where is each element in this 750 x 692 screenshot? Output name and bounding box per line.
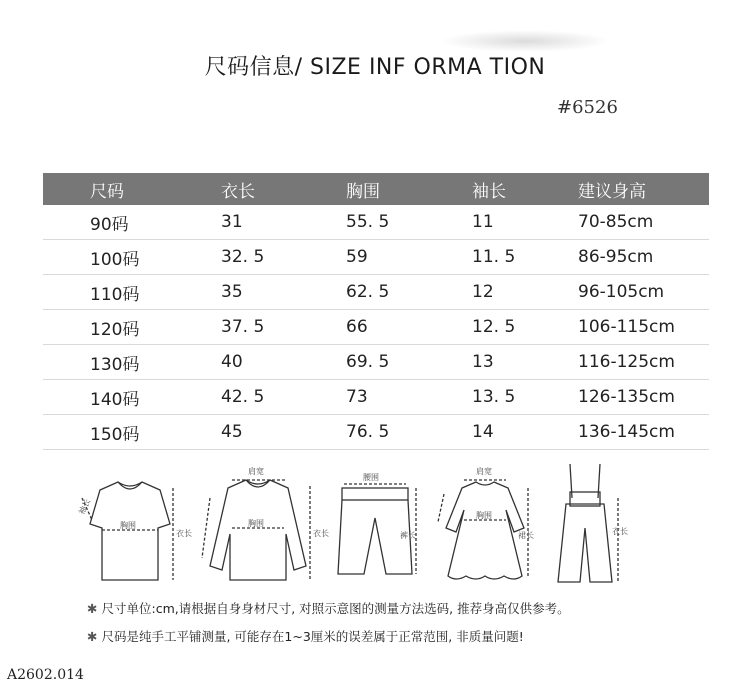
cell-chest: 76. 5: [346, 415, 472, 450]
cell-height: 86-95cm: [578, 240, 709, 275]
cell-length: 42. 5: [221, 380, 346, 415]
shoulder-label: 肩宽: [248, 467, 264, 476]
header-length: 衣长: [221, 173, 346, 205]
header-chest: 胸围: [346, 173, 472, 205]
cell-sleeve: 12. 5: [472, 310, 578, 345]
note-tolerance: [87, 627, 524, 645]
cell-size: 110码: [43, 275, 221, 310]
cell-sleeve: 12: [472, 275, 578, 310]
table-row: [43, 380, 709, 415]
cell-size: 120码: [43, 310, 221, 345]
cell-length: 35: [221, 275, 346, 310]
cell-height: 126-135cm: [578, 380, 709, 415]
asterisk-icon: ✱: [87, 629, 98, 644]
cell-size: 140码: [43, 380, 221, 415]
cell-sleeve: 11: [472, 205, 578, 240]
chest-label: 胸围: [120, 521, 136, 530]
tshirt-diagram: [76, 482, 192, 580]
cell-chest: 55. 5: [346, 205, 472, 240]
cell-height: 106-115cm: [578, 310, 709, 345]
page-title: 尺码信息/ SIZE INF ORMA TION: [204, 55, 546, 80]
table-row: [43, 205, 709, 240]
sku-code: A2602.014: [7, 667, 84, 683]
note-text: 尺寸单位:cm,请根据自身身材尺寸, 对照示意图的测量方法选码, 推荐身高仅供参考。: [101, 601, 570, 616]
watermark-smudge: [440, 30, 610, 52]
sleeve-label: 袖长: [77, 497, 93, 516]
pants-length-label: 裤长: [400, 531, 416, 540]
asterisk-icon: ✱: [87, 601, 98, 616]
cell-length: 40: [221, 345, 346, 380]
cell-chest: 69. 5: [346, 345, 472, 380]
shoulder-label: 肩宽: [476, 467, 492, 476]
length-label: 衣长: [313, 529, 329, 538]
header-sleeve: 袖长: [472, 173, 578, 205]
cell-height: 96-105cm: [578, 275, 709, 310]
waist-label: 腰围: [363, 473, 379, 482]
size-table: [43, 173, 709, 450]
overalls-diagram: [558, 464, 628, 582]
cell-chest: 66: [346, 310, 472, 345]
dress-diagram: [438, 466, 534, 579]
table-row: [43, 310, 709, 345]
cell-height: 70-85cm: [578, 205, 709, 240]
cell-length: 32. 5: [221, 240, 346, 275]
length-label: 衣长: [612, 527, 628, 536]
header-height: 建议身高: [578, 173, 709, 205]
size-table-header: [43, 173, 709, 205]
cell-height: 116-125cm: [578, 345, 709, 380]
cell-length: 31: [221, 205, 346, 240]
note-measurement: [87, 599, 570, 617]
cell-size: 130码: [43, 345, 221, 380]
cell-chest: 59: [346, 240, 472, 275]
header-size: 尺码: [43, 173, 221, 205]
cell-sleeve: 11. 5: [472, 240, 578, 275]
cell-height: 136-145cm: [578, 415, 709, 450]
note-text: 尺码是纯手工平铺测量, 可能存在1~3厘米的误差属于正常范围, 非质量问题!: [101, 629, 524, 644]
chest-label: 胸围: [476, 511, 492, 520]
table-row: [43, 275, 709, 310]
table-row: [43, 240, 709, 275]
cell-size: 100码: [43, 240, 221, 275]
chest-label: 胸围: [248, 519, 264, 528]
table-row: [43, 345, 709, 380]
skirt-length-label: 裙长: [518, 531, 534, 540]
table-row: [43, 415, 709, 450]
length-label: 衣长: [176, 529, 192, 538]
cell-sleeve: 13. 5: [472, 380, 578, 415]
long-sleeve-diagram: [202, 466, 329, 580]
cell-chest: 62. 5: [346, 275, 472, 310]
pants-diagram: [338, 473, 416, 574]
cell-length: 37. 5: [221, 310, 346, 345]
measurement-diagrams: [60, 458, 640, 588]
cell-length: 45: [221, 415, 346, 450]
cell-size: 90码: [43, 205, 221, 240]
style-code: #6526: [557, 97, 618, 118]
cell-chest: 73: [346, 380, 472, 415]
cell-sleeve: 14: [472, 415, 578, 450]
cell-size: 150码: [43, 415, 221, 450]
cell-sleeve: 13: [472, 345, 578, 380]
